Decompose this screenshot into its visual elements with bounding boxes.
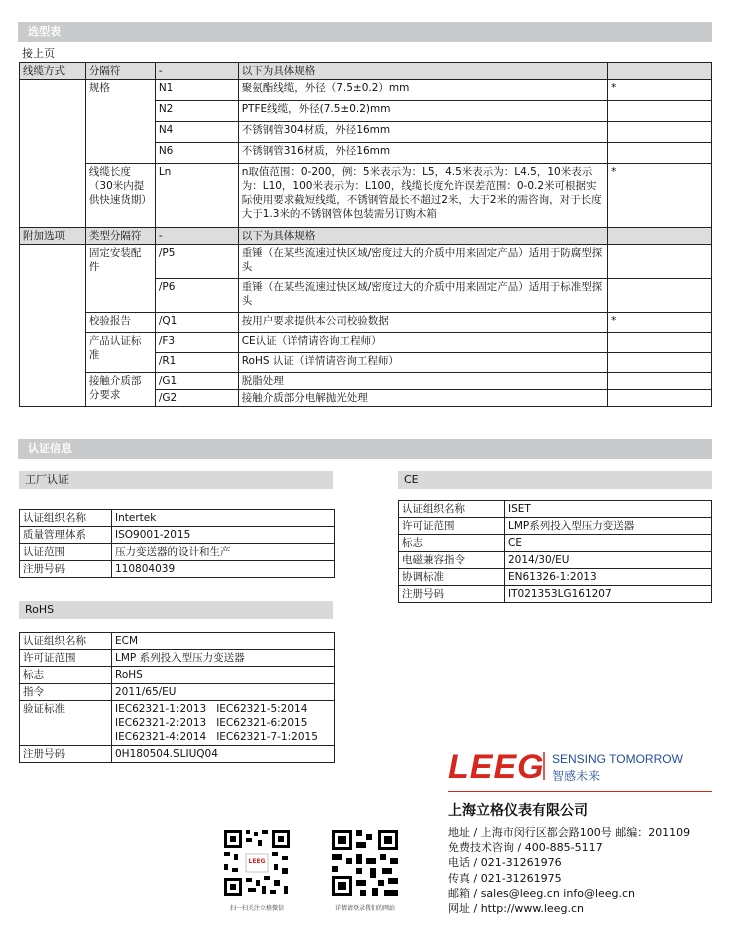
table-row bbox=[20, 746, 335, 763]
table-row bbox=[399, 569, 712, 586]
empty-cell bbox=[20, 245, 86, 407]
cert-value: ISET bbox=[505, 501, 712, 518]
std-line: IEC62321-1:2013 IEC62321-5:2014 bbox=[115, 703, 308, 715]
cert-key: 质量管理体系 bbox=[20, 527, 112, 544]
spec-label: 规格 bbox=[85, 80, 155, 164]
wechat-qr-caption: 扫一扫关注立格微信 bbox=[229, 905, 284, 912]
table-row bbox=[20, 313, 712, 333]
table-row bbox=[20, 544, 335, 561]
mark-cell: * bbox=[608, 80, 712, 101]
desc-cell: 重锤（在某些流速过快区域/密度过大的介质中用来固定产品）适用于防腐型探头 bbox=[238, 245, 607, 279]
cert-key: 认证组织名称 bbox=[20, 510, 112, 527]
svg-text:LEEG: LEEG bbox=[448, 748, 545, 786]
mount-label: 固定安装配件 bbox=[85, 245, 155, 313]
table-header-row bbox=[20, 63, 712, 80]
cert-value: 2011/65/EU bbox=[112, 684, 335, 701]
code-cell: N6 bbox=[155, 143, 238, 164]
cert-value: 压力变送器的设计和生产 bbox=[112, 544, 335, 561]
cert-value: 2014/30/EU bbox=[505, 552, 712, 569]
cert-value: RoHS bbox=[112, 667, 335, 684]
contact-address: 地址 / 上海市闵行区都会路100号 邮编：201109 bbox=[448, 826, 691, 839]
contact-hotline: 免费技术咨询 / 400-885-5117 bbox=[448, 841, 603, 855]
cert-value: ISO9001-2015 bbox=[112, 527, 335, 544]
contact-email: 邮箱 / sales@leeg.cn info@leeg.cn bbox=[448, 886, 636, 900]
continued-label: 接上页 bbox=[22, 47, 55, 60]
cert-value: 110804039 bbox=[112, 561, 335, 578]
table-row bbox=[399, 552, 712, 569]
table-row bbox=[20, 561, 335, 578]
desc-cell: n取值范围：0-200，例：5米表示为：L5，4.5米表示为：L4.5，10米表示为：L10，100米表示为：L100，线缆长度允许误差范围：0-0.2米可根据实际使用要求截短线缆，不锈钢管最长不超过2米，大于2米的需咨询，对于长度大于1.3米的不锈钢管体包装需另订购木箱 bbox=[238, 164, 607, 228]
cert-key: 标志 bbox=[20, 667, 112, 684]
contact-phone: 电话 / 021-31261976 bbox=[448, 856, 562, 870]
mark-cell bbox=[608, 279, 712, 313]
header-cell bbox=[608, 63, 712, 80]
code-cell: /R1 bbox=[155, 353, 238, 373]
contact-fax: 传真 / 021-31261975 bbox=[448, 871, 562, 885]
table-row bbox=[20, 164, 712, 228]
website-qr-caption: 详情请登录我们的网站 bbox=[334, 905, 395, 912]
length-label: 线缆长度（30米内提供快速货期） bbox=[85, 164, 155, 228]
header-cell: - bbox=[155, 228, 238, 245]
mark-cell bbox=[608, 101, 712, 122]
table-row bbox=[20, 667, 335, 684]
wechat-qr-code-icon bbox=[222, 828, 292, 898]
header-cell: 以下为具体规格 bbox=[238, 63, 607, 80]
code-cell: /G2 bbox=[155, 390, 238, 407]
table-row bbox=[20, 373, 712, 390]
table-row bbox=[399, 586, 712, 603]
code-cell: /P5 bbox=[155, 245, 238, 279]
code-cell: N2 bbox=[155, 101, 238, 122]
ce-cert-table bbox=[398, 500, 712, 603]
section-title-certification: 认证信息 bbox=[18, 439, 712, 459]
mark-cell bbox=[608, 245, 712, 279]
table-row bbox=[399, 501, 712, 518]
header-cell: 附加选项 bbox=[20, 228, 86, 245]
company-name: 上海立格仪表有限公司 bbox=[448, 803, 588, 819]
selection-table bbox=[19, 62, 712, 407]
factory-cert-title: 工厂认证 bbox=[19, 471, 333, 489]
cert-value: LMP 系列投入型压力变送器 bbox=[112, 650, 335, 667]
desc-cell: 重锤（在某些流速过快区域/密度过大的介质中用来固定产品）适用于标准型探头 bbox=[238, 279, 607, 313]
rohs-cert-title: RoHS bbox=[19, 601, 333, 619]
cert-key: 验证标准 bbox=[20, 701, 112, 746]
table-row bbox=[20, 633, 335, 650]
header-cell: 分隔符 bbox=[85, 63, 155, 80]
header-cell: 类型分隔符 bbox=[85, 228, 155, 245]
header-cell: - bbox=[155, 63, 238, 80]
code-cell: /F3 bbox=[155, 333, 238, 353]
table-row bbox=[20, 245, 712, 279]
cert-value: 0H180504.SLIUQ04 bbox=[112, 746, 335, 763]
mark-cell bbox=[608, 143, 712, 164]
cal-label: 校验报告 bbox=[85, 313, 155, 333]
header-cell bbox=[608, 228, 712, 245]
mark-cell bbox=[608, 333, 712, 353]
rohs-cert-table bbox=[19, 632, 335, 763]
mark-cell bbox=[608, 122, 712, 143]
cert-value: Intertek bbox=[112, 510, 335, 527]
mark-cell: * bbox=[608, 313, 712, 333]
desc-cell: 脱脂处理 bbox=[238, 373, 607, 390]
cert-key: 许可证范围 bbox=[399, 518, 505, 535]
contact-medium-label: 接触介质部分要求 bbox=[85, 373, 155, 407]
qr-center-label: LEEG bbox=[248, 858, 266, 865]
cert-key: 许可证范围 bbox=[20, 650, 112, 667]
code-cell: Ln bbox=[155, 164, 238, 228]
cert-label: 产品认证标准 bbox=[85, 333, 155, 373]
code-cell: /Q1 bbox=[155, 313, 238, 333]
cert-key: 指令 bbox=[20, 684, 112, 701]
section-title-selection: 选型表 bbox=[18, 22, 712, 42]
desc-cell: PTFE线缆，外径(7.5±0.2)mm bbox=[238, 101, 607, 122]
cert-value: CE bbox=[505, 535, 712, 552]
mark-cell bbox=[608, 353, 712, 373]
desc-cell: 按用户要求提供本公司校验数据 bbox=[238, 313, 607, 333]
empty-cell bbox=[20, 80, 86, 228]
std-line: IEC62321-4:2014 IEC62321-7-1:2015 bbox=[115, 731, 318, 743]
company-logo bbox=[448, 748, 708, 786]
slogan-en: SENSING TOMORROW bbox=[552, 752, 683, 766]
table-row bbox=[399, 518, 712, 535]
factory-cert-table bbox=[19, 509, 335, 578]
cert-key: 标志 bbox=[399, 535, 505, 552]
contact-website: 网址 / http://www.leeg.cn bbox=[448, 902, 584, 916]
cert-value: IT021353LG161207 bbox=[505, 586, 712, 603]
slogan-cn: 智感未来 bbox=[552, 769, 601, 783]
header-cell: 以下为具体规格 bbox=[238, 228, 607, 245]
brand-divider bbox=[448, 791, 712, 792]
cert-key: 注册号码 bbox=[20, 561, 112, 578]
desc-cell: CE认证（详情请咨询工程师） bbox=[238, 333, 607, 353]
cert-key: 认证组织名称 bbox=[399, 501, 505, 518]
desc-cell: 聚氨酯线缆，外径（7.5±0.2）mm bbox=[238, 80, 607, 101]
code-cell: N4 bbox=[155, 122, 238, 143]
mark-cell bbox=[608, 390, 712, 407]
desc-cell: 不锈钢管304材质，外径16mm bbox=[238, 122, 607, 143]
table-row bbox=[20, 684, 335, 701]
cert-key: 协调标准 bbox=[399, 569, 505, 586]
mark-cell: * bbox=[608, 164, 712, 228]
code-cell: /P6 bbox=[155, 279, 238, 313]
header-cell: 线缆方式 bbox=[20, 63, 86, 80]
desc-cell: RoHS 认证（详情请咨询工程师） bbox=[238, 353, 607, 373]
cert-value: EN61326-1:2013 bbox=[505, 569, 712, 586]
cert-value: ECM bbox=[112, 633, 335, 650]
cert-value: LMP系列投入型压力变送器 bbox=[505, 518, 712, 535]
code-cell: N1 bbox=[155, 80, 238, 101]
std-line: IEC62321-2:2013 IEC62321-6:2015 bbox=[115, 717, 308, 729]
cert-key: 注册号码 bbox=[399, 586, 505, 603]
table-row bbox=[20, 333, 712, 353]
desc-cell: 不锈钢管316材质，外径16mm bbox=[238, 143, 607, 164]
cert-key: 认证组织名称 bbox=[20, 633, 112, 650]
addon-header-row bbox=[20, 228, 712, 245]
table-row bbox=[20, 650, 335, 667]
table-row bbox=[20, 701, 335, 746]
desc-cell: 接触介质部分电解抛光处理 bbox=[238, 390, 607, 407]
website-qr-code-icon bbox=[330, 828, 400, 898]
cert-key: 注册号码 bbox=[20, 746, 112, 763]
cert-key: 电磁兼容指令 bbox=[399, 552, 505, 569]
mark-cell bbox=[608, 373, 712, 390]
cert-key: 认证范围 bbox=[20, 544, 112, 561]
table-row bbox=[20, 80, 712, 101]
table-row bbox=[20, 510, 335, 527]
table-row bbox=[20, 527, 335, 544]
code-cell: /G1 bbox=[155, 373, 238, 390]
contact-info bbox=[448, 825, 690, 916]
table-row bbox=[399, 535, 712, 552]
cert-value bbox=[112, 701, 335, 746]
ce-cert-title: CE bbox=[398, 471, 712, 489]
